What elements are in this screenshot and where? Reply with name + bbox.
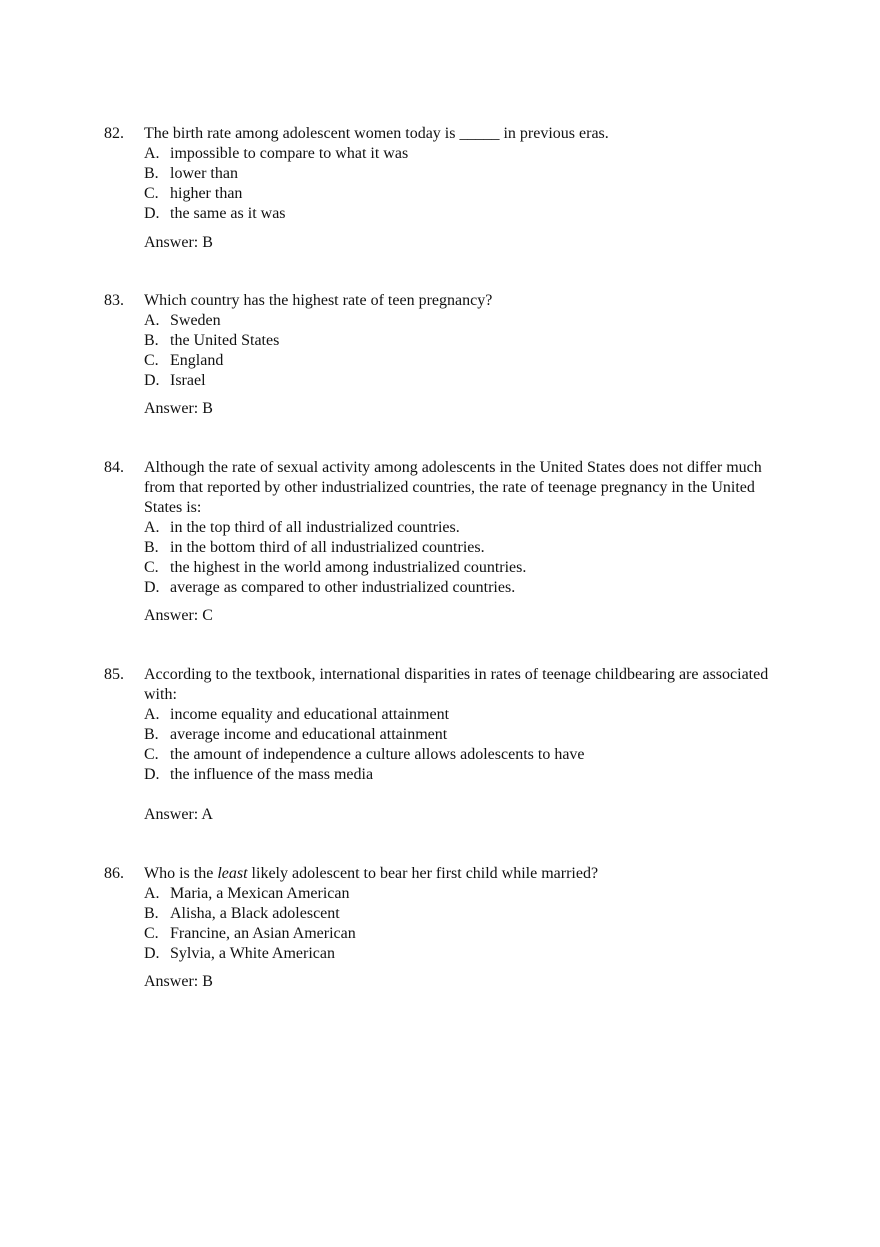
choice-a — [144, 144, 784, 164]
question-stem: Which country has the highest rate of teen pregnancy? — [144, 292, 493, 309]
choice-text: higher than — [170, 185, 243, 202]
question-number: 82. — [104, 125, 124, 142]
choice-list — [144, 311, 784, 391]
choice-list — [144, 518, 784, 598]
choice-list — [144, 884, 784, 964]
choice-text: the United States — [170, 332, 280, 349]
choice-c — [144, 745, 784, 765]
choice-b — [144, 725, 784, 745]
choice-a — [144, 705, 784, 725]
choice-text: average as compared to other industrialized countries. — [170, 579, 516, 596]
answer-key: Answer: B — [144, 234, 213, 251]
choice-d — [144, 371, 784, 391]
choice-letter: B. — [144, 332, 159, 349]
choice-text: the influence of the mass media — [170, 766, 374, 783]
choice-a — [144, 518, 784, 538]
choice-letter: B. — [144, 165, 159, 182]
question-number: 84. — [104, 459, 124, 476]
choice-c — [144, 184, 784, 204]
question-stem — [144, 864, 776, 884]
choice-d — [144, 944, 784, 964]
choice-letter: B. — [144, 905, 159, 922]
choice-c — [144, 558, 784, 578]
choice-text: Maria, a Mexican American — [170, 885, 350, 902]
answer-key: Answer: C — [144, 607, 213, 624]
choice-letter: A. — [144, 706, 160, 723]
choice-b — [144, 331, 784, 351]
question-number: 83. — [104, 292, 124, 309]
choice-letter: C. — [144, 185, 159, 202]
answer-key: Answer: B — [144, 973, 213, 990]
choice-letter: C. — [144, 559, 159, 576]
question-number: 85. — [104, 666, 124, 683]
choice-d — [144, 578, 784, 598]
choice-text: the same as it was — [170, 205, 286, 222]
choice-letter: A. — [144, 885, 160, 902]
choice-text: the amount of independence a culture allows adolescents to have — [170, 746, 585, 763]
question-stem: Although the rate of sexual activity among adolescents in the United States does not differ much from that reported by other industrialized countries, the rate of teenage pregnancy in the United States is: — [144, 459, 762, 516]
choice-text: Sylvia, a White American — [170, 945, 335, 962]
choice-text: income equality and educational attainment — [170, 706, 450, 723]
choice-d — [144, 765, 784, 785]
choice-letter: A. — [144, 312, 160, 329]
choice-letter: C. — [144, 746, 159, 763]
choice-a — [144, 311, 784, 331]
choice-text: Alisha, a Black adolescent — [170, 905, 340, 922]
choice-letter: D. — [144, 372, 160, 389]
choice-text: England — [170, 352, 224, 369]
choice-letter: B. — [144, 726, 159, 743]
answer-key: Answer: A — [144, 806, 213, 823]
choice-text: the highest in the world among industrialized countries. — [170, 559, 527, 576]
choice-text: Francine, an Asian American — [170, 925, 356, 942]
stem-text: likely adolescent to bear her first child while married? — [247, 865, 599, 882]
choice-letter: C. — [144, 925, 159, 942]
choice-text: average income and educational attainment — [170, 726, 448, 743]
choice-letter: A. — [144, 145, 160, 162]
choice-a — [144, 884, 784, 904]
choice-letter: A. — [144, 519, 160, 536]
choice-text: impossible to compare to what it was — [170, 145, 409, 162]
choice-letter: D. — [144, 766, 160, 783]
choice-list — [144, 705, 784, 785]
stem-emphasis: least — [217, 865, 248, 882]
choice-letter: D. — [144, 205, 160, 222]
choice-text: in the top third of all industrialized countries. — [170, 519, 460, 536]
choice-d — [144, 204, 784, 224]
choice-list — [144, 144, 784, 224]
choice-c — [144, 351, 784, 371]
question-stem: According to the textbook, international disparities in rates of teenage childbearing are associated with: — [144, 666, 769, 703]
choice-letter: D. — [144, 945, 160, 962]
choice-text: lower than — [170, 165, 238, 182]
stem-text: Who is the — [144, 865, 218, 882]
choice-b — [144, 164, 784, 184]
choice-c — [144, 924, 784, 944]
choice-letter: B. — [144, 539, 159, 556]
choice-text: in the bottom third of all industrialized countries. — [170, 539, 485, 556]
question-number: 86. — [104, 865, 124, 882]
choice-text: Israel — [170, 372, 206, 389]
question-stem: The birth rate among adolescent women today is _____ in previous eras. — [144, 125, 609, 142]
answer-key: Answer: B — [144, 400, 213, 417]
choice-letter: C. — [144, 352, 159, 369]
choice-b — [144, 538, 784, 558]
choice-b — [144, 904, 784, 924]
choice-letter: D. — [144, 579, 160, 596]
choice-text: Sweden — [170, 312, 221, 329]
